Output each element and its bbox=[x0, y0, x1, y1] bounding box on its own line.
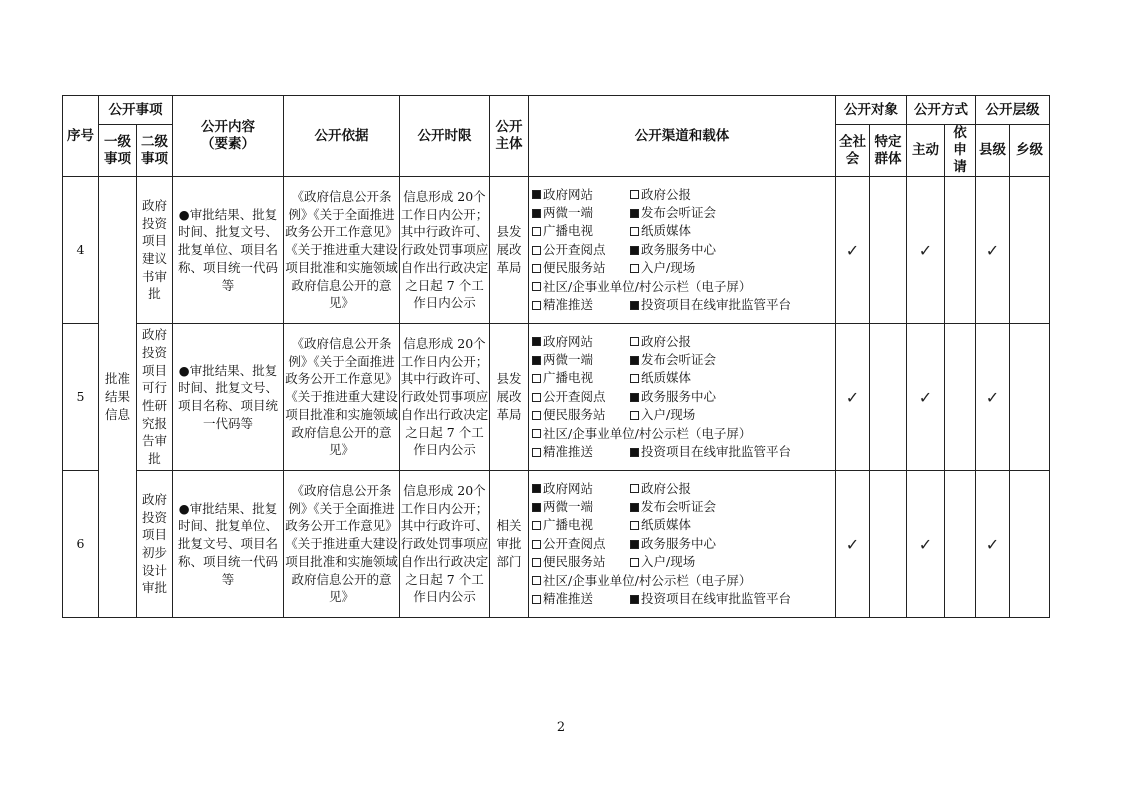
checked-box-icon bbox=[532, 356, 541, 365]
empty-audience-special bbox=[870, 177, 907, 324]
unchecked-box-icon bbox=[630, 484, 639, 493]
checked-box-icon bbox=[630, 246, 639, 255]
channel-option bbox=[630, 406, 695, 424]
tick-method-active: ✓ bbox=[907, 324, 945, 471]
checked-box-icon bbox=[630, 301, 639, 310]
channel-label: 政务服务中心 bbox=[641, 535, 717, 551]
channel-option bbox=[532, 553, 630, 571]
channel-label: 精准推送 bbox=[543, 444, 594, 460]
channel-label: 入户/现场 bbox=[641, 407, 696, 423]
header-level1: 一级事项 bbox=[99, 125, 137, 177]
channel-row bbox=[532, 406, 835, 424]
channel-option bbox=[630, 516, 691, 534]
row-seq: 4 bbox=[63, 177, 99, 324]
channel-row bbox=[532, 278, 835, 296]
channel-label: 精准推送 bbox=[543, 591, 594, 607]
channel-option bbox=[532, 369, 630, 387]
checked-box-icon bbox=[630, 356, 639, 365]
channel-label: 社区/企事业单位/村公示栏（电子屏） bbox=[543, 278, 752, 294]
channel-option bbox=[532, 516, 630, 534]
channel-row bbox=[532, 553, 835, 571]
header-seq: 序号 bbox=[63, 96, 99, 177]
channel-row bbox=[532, 572, 835, 590]
channel-option bbox=[630, 259, 695, 277]
disclosure-time-limit: 信息形成 20个工作日内公开；其中行政许可、行政处罚事项应自作出行政决定之日起 7 个工作日内公示 bbox=[400, 324, 490, 471]
channel-label: 投资项目在线审批监管平台 bbox=[641, 591, 792, 607]
channel-label: 两微一端 bbox=[543, 351, 594, 367]
header-basis: 公开依据 bbox=[284, 96, 400, 177]
checked-box-icon bbox=[532, 190, 541, 199]
channel-option bbox=[630, 590, 791, 608]
empty-level-town bbox=[1010, 471, 1050, 618]
channel-option bbox=[630, 241, 716, 259]
channel-label: 两微一端 bbox=[543, 498, 594, 514]
channel-option bbox=[532, 535, 630, 553]
channel-row bbox=[532, 333, 835, 351]
channel-option bbox=[630, 204, 716, 222]
channel-row bbox=[532, 535, 835, 553]
channel-label: 投资项目在线审批监管平台 bbox=[641, 444, 792, 460]
unchecked-box-icon bbox=[532, 393, 541, 402]
channel-label: 政府公报 bbox=[641, 186, 692, 202]
unchecked-box-icon bbox=[630, 374, 639, 383]
checked-box-icon bbox=[630, 209, 639, 218]
unchecked-box-icon bbox=[532, 227, 541, 236]
channels-cell bbox=[529, 177, 836, 324]
channel-label: 公开查阅点 bbox=[543, 535, 606, 551]
channel-option bbox=[532, 388, 630, 406]
header-level-county: 县级 bbox=[976, 125, 1010, 177]
disclosure-basis: 《政府信息公开条例》《关于全面推进政务公开工作意见》《关于推进重大建设项目批准和实施领域政府信息公开的意见》 bbox=[284, 324, 400, 471]
channel-option bbox=[532, 333, 630, 351]
header-level: 公开层级 bbox=[976, 96, 1050, 125]
tick-level-county: ✓ bbox=[976, 177, 1010, 324]
disclosure-time-limit: 信息形成 20个工作日内公开；其中行政许可、行政处罚事项应自作出行政决定之日起 7 个工作日内公示 bbox=[400, 177, 490, 324]
channel-option bbox=[532, 590, 630, 608]
unchecked-box-icon bbox=[630, 337, 639, 346]
channel-option bbox=[630, 443, 791, 461]
header-time-limit: 公开时限 bbox=[400, 96, 490, 177]
channel-row bbox=[532, 425, 835, 443]
channel-option bbox=[630, 388, 716, 406]
channel-label: 政府网站 bbox=[543, 186, 594, 202]
channel-row bbox=[532, 516, 835, 534]
channel-option bbox=[532, 296, 630, 314]
level2-item: 政府投资项目建议书审批 bbox=[137, 177, 173, 324]
tick-level-county: ✓ bbox=[976, 324, 1010, 471]
table-row bbox=[63, 471, 1050, 618]
header-audience-special: 特定群体 bbox=[870, 125, 907, 177]
header-channels: 公开渠道和载体 bbox=[529, 96, 836, 177]
header-method-active: 主动 bbox=[907, 125, 945, 177]
unchecked-box-icon bbox=[532, 246, 541, 255]
tick-method-active: ✓ bbox=[907, 471, 945, 618]
disclosure-time-limit: 信息形成 20个工作日内公开；其中行政许可、行政处罚事项应自作出行政决定之日起 7 个工作日内公示 bbox=[400, 471, 490, 618]
disclosure-content: ●审批结果、批复时间、批复文号、批复单位、项目名称、项目统一代码等 bbox=[173, 177, 284, 324]
channels-cell bbox=[529, 471, 836, 618]
channel-option bbox=[532, 498, 630, 516]
channel-label: 两微一端 bbox=[543, 204, 594, 220]
unchecked-box-icon bbox=[532, 448, 541, 457]
empty-method-request bbox=[945, 324, 976, 471]
table-row bbox=[63, 177, 1050, 324]
channel-option bbox=[630, 351, 716, 369]
channel-label: 政府网站 bbox=[543, 480, 594, 496]
unchecked-box-icon bbox=[532, 540, 541, 549]
unchecked-box-icon bbox=[532, 521, 541, 530]
empty-level-town bbox=[1010, 177, 1050, 324]
channel-label: 发布会听证会 bbox=[641, 204, 717, 220]
channel-label: 公开查阅点 bbox=[543, 388, 606, 404]
channel-option bbox=[532, 241, 630, 259]
channel-option bbox=[532, 406, 630, 424]
channel-row bbox=[532, 443, 835, 461]
channel-option bbox=[532, 572, 751, 590]
empty-level-town bbox=[1010, 324, 1050, 471]
channel-option bbox=[532, 278, 751, 296]
unchecked-box-icon bbox=[532, 595, 541, 604]
disclosure-basis: 《政府信息公开条例》《关于全面推进政务公开工作意见》《关于推进重大建设项目批准和实施领域政府信息公开的意见》 bbox=[284, 177, 400, 324]
unchecked-box-icon bbox=[532, 429, 541, 438]
channel-row bbox=[532, 186, 835, 204]
unchecked-box-icon bbox=[532, 282, 541, 291]
checked-box-icon bbox=[532, 484, 541, 493]
unchecked-box-icon bbox=[532, 576, 541, 585]
channel-label: 政务服务中心 bbox=[641, 241, 717, 257]
channel-label: 纸质媒体 bbox=[641, 223, 692, 239]
page-number: 2 bbox=[556, 720, 566, 735]
level2-item: 政府投资项目初步设计审批 bbox=[137, 471, 173, 618]
disclosure-subject: 县发展改革局 bbox=[490, 177, 529, 324]
disclosure-table bbox=[62, 95, 1050, 618]
channels-cell bbox=[529, 324, 836, 471]
channel-label: 入户/现场 bbox=[641, 260, 696, 276]
channel-label: 入户/现场 bbox=[641, 554, 696, 570]
unchecked-box-icon bbox=[532, 411, 541, 420]
channel-option bbox=[532, 259, 630, 277]
channel-row bbox=[532, 296, 835, 314]
header-content: 公开内容（要素） bbox=[173, 96, 284, 177]
channel-label: 广播电视 bbox=[543, 223, 594, 239]
tick-method-active: ✓ bbox=[907, 177, 945, 324]
level1-item: 批准结果信息 bbox=[99, 177, 137, 618]
tick-audience-all: ✓ bbox=[836, 471, 870, 618]
channel-label: 发布会听证会 bbox=[641, 498, 717, 514]
channel-label: 社区/企事业单位/村公示栏（电子屏） bbox=[543, 572, 752, 588]
channel-row bbox=[532, 204, 835, 222]
header-audience: 公开对象 bbox=[836, 96, 907, 125]
channel-option bbox=[630, 498, 716, 516]
channel-option bbox=[630, 535, 716, 553]
header-level2: 二级事项 bbox=[137, 125, 173, 177]
channel-option bbox=[532, 204, 630, 222]
checked-box-icon bbox=[630, 503, 639, 512]
unchecked-box-icon bbox=[630, 411, 639, 420]
checked-box-icon bbox=[532, 337, 541, 346]
channel-row bbox=[532, 388, 835, 406]
unchecked-box-icon bbox=[532, 558, 541, 567]
channel-row bbox=[532, 480, 835, 498]
channel-option bbox=[630, 553, 695, 571]
checked-box-icon bbox=[532, 209, 541, 218]
channel-option bbox=[630, 480, 691, 498]
unchecked-box-icon bbox=[532, 264, 541, 273]
disclosure-subject: 县发展改革局 bbox=[490, 324, 529, 471]
unchecked-box-icon bbox=[630, 521, 639, 530]
disclosure-subject: 相关审批部门 bbox=[490, 471, 529, 618]
empty-method-request bbox=[945, 177, 976, 324]
checked-box-icon bbox=[630, 448, 639, 457]
channel-option bbox=[532, 222, 630, 240]
channel-label: 纸质媒体 bbox=[641, 370, 692, 386]
channel-row bbox=[532, 590, 835, 608]
channel-label: 社区/企事业单位/村公示栏（电子屏） bbox=[543, 425, 752, 441]
channel-option bbox=[630, 222, 691, 240]
header-level-town: 乡级 bbox=[1010, 125, 1050, 177]
channel-option bbox=[630, 369, 691, 387]
unchecked-box-icon bbox=[630, 264, 639, 273]
header-audience-all: 全社会 bbox=[836, 125, 870, 177]
disclosure-content: ●审批结果、批复时间、批复单位、批复文号、项目名称、项目统一代码等 bbox=[173, 471, 284, 618]
channel-option bbox=[532, 480, 630, 498]
channel-option bbox=[532, 425, 751, 443]
header-method-request: 依申请 bbox=[945, 125, 976, 177]
channel-option bbox=[532, 443, 630, 461]
channel-label: 精准推送 bbox=[543, 297, 594, 313]
channel-label: 发布会听证会 bbox=[641, 351, 717, 367]
unchecked-box-icon bbox=[532, 374, 541, 383]
row-seq: 6 bbox=[63, 471, 99, 618]
channel-label: 政府公报 bbox=[641, 333, 692, 349]
checked-box-icon bbox=[532, 503, 541, 512]
channel-option bbox=[532, 351, 630, 369]
channel-label: 投资项目在线审批监管平台 bbox=[641, 297, 792, 313]
channel-label: 便民服务站 bbox=[543, 260, 606, 276]
checked-box-icon bbox=[630, 540, 639, 549]
checked-box-icon bbox=[630, 393, 639, 402]
empty-method-request bbox=[945, 471, 976, 618]
tick-level-county: ✓ bbox=[976, 471, 1010, 618]
empty-audience-special bbox=[870, 471, 907, 618]
table-row bbox=[63, 324, 1050, 471]
unchecked-box-icon bbox=[532, 301, 541, 310]
channel-option bbox=[630, 333, 691, 351]
channel-option bbox=[532, 186, 630, 204]
channel-label: 广播电视 bbox=[543, 517, 594, 533]
empty-audience-special bbox=[870, 324, 907, 471]
disclosure-content: ●审批结果、批复时间、批复文号、项目名称、项目统一代码等 bbox=[173, 324, 284, 471]
channel-label: 政府网站 bbox=[543, 333, 594, 349]
channel-label: 纸质媒体 bbox=[641, 517, 692, 533]
channel-option bbox=[630, 296, 791, 314]
tick-audience-all: ✓ bbox=[836, 177, 870, 324]
channel-row bbox=[532, 241, 835, 259]
header-subject: 公开主体 bbox=[490, 96, 529, 177]
channel-label: 广播电视 bbox=[543, 370, 594, 386]
channel-label: 公开查阅点 bbox=[543, 241, 606, 257]
channel-row bbox=[532, 259, 835, 277]
unchecked-box-icon bbox=[630, 190, 639, 199]
channel-label: 政府公报 bbox=[641, 480, 692, 496]
level2-item: 政府投资项目可行性研究报告审批 bbox=[137, 324, 173, 471]
channel-row bbox=[532, 498, 835, 516]
channel-row bbox=[532, 369, 835, 387]
channel-row bbox=[532, 222, 835, 240]
tick-audience-all: ✓ bbox=[836, 324, 870, 471]
channel-label: 政务服务中心 bbox=[641, 388, 717, 404]
checked-box-icon bbox=[630, 595, 639, 604]
unchecked-box-icon bbox=[630, 558, 639, 567]
unchecked-box-icon bbox=[630, 227, 639, 236]
channel-option bbox=[630, 186, 691, 204]
channel-label: 便民服务站 bbox=[543, 554, 606, 570]
header-item: 公开事项 bbox=[99, 96, 173, 125]
row-seq: 5 bbox=[63, 324, 99, 471]
disclosure-basis: 《政府信息公开条例》《关于全面推进政务公开工作意见》《关于推进重大建设项目批准和实施领域政府信息公开的意见》 bbox=[284, 471, 400, 618]
channel-label: 便民服务站 bbox=[543, 407, 606, 423]
header-method: 公开方式 bbox=[907, 96, 976, 125]
channel-row bbox=[532, 351, 835, 369]
